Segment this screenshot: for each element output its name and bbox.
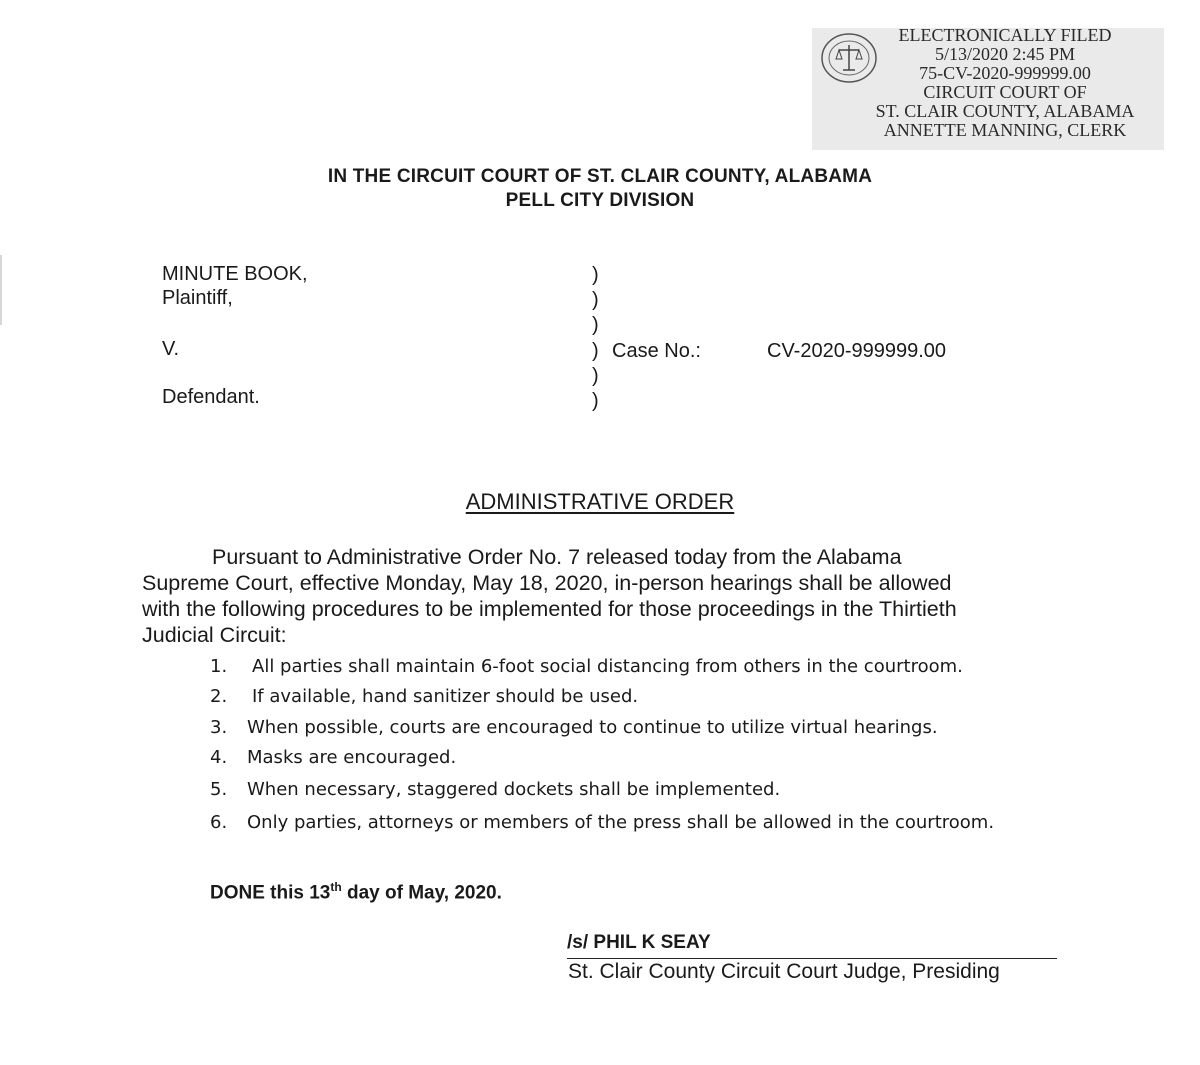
paragraph-line: Supreme Court, effective Monday, May 18, 2020, in-person hearings shall be allowed [142,571,952,595]
list-number: 5. [210,779,228,800]
list-text: When necessary, staggered dockets shall be implemented. [247,779,781,800]
caption-paren: ) [592,340,599,362]
stamp-line: ST. CLAIR COUNTY, ALABAMA [875,101,1135,121]
order-title [0,489,1200,515]
order-title-text: ADMINISTRATIVE ORDER [465,489,735,514]
scan-edge-mark [0,255,2,325]
defendant-label: Defendant. [162,386,260,408]
signature-title: St. Clair County Circuit Court Judge, Presiding [568,960,1000,983]
list-text: If available, hand sanitizer should be used. [252,686,639,707]
plaintiff-name: MINUTE BOOK, [162,263,308,285]
caption-paren: ) [592,264,599,286]
list-number: 4. [210,747,228,768]
stamp-line: 5/13/2020 2:45 PM [934,44,1076,64]
list-text: Masks are encouraged. [247,747,457,768]
versus-label: V. [162,338,180,360]
caption-paren: ) [592,390,599,412]
court-heading: IN THE CIRCUIT COURT OF ST. CLAIR COUNTY, ALABAMA [327,166,873,187]
done-prefix: DONE this 13 [210,882,331,904]
caption-paren: ) [592,314,599,336]
list-item [0,717,1200,743]
list-item [0,747,1200,773]
list-item [0,686,1200,712]
signature-name: /s/ PHIL K SEAY [567,932,711,953]
list-number: 6. [210,812,228,833]
list-item [0,812,1200,838]
done-line [210,880,502,904]
case-number-label: Case No.: [612,340,701,362]
stamp-line: CIRCUIT COURT OF [923,82,1087,102]
caption-paren: ) [592,365,599,387]
caption-paren: ) [592,289,599,311]
filing-stamp-text [860,26,1150,140]
list-text: All parties shall maintain 6-foot social distancing from others in the courtroom. [252,656,963,677]
stamp-line: ANNETTE MANNING, CLERK [883,120,1127,140]
signature-line [567,958,1057,959]
plaintiff-label: Plaintiff, [162,287,233,309]
stamp-line: 75-CV-2020-999999.00 [919,63,1091,83]
list-item [0,656,1200,682]
order-paragraph [142,544,1062,648]
division-heading: PELL CITY DIVISION [505,190,695,211]
list-text: Only parties, attorneys or members of the press shall be allowed in the courtroom. [247,812,995,833]
list-number: 3. [210,717,228,738]
paragraph-line: with the following procedures to be implemented for those proceedings in the Thirtieth [142,597,957,621]
list-item [0,779,1200,805]
done-rest: day of May, 2020. [341,882,502,904]
case-number-value: CV-2020-999999.00 [767,340,947,362]
paragraph-line: Judicial Circuit: [142,623,287,647]
stamp-line: ELECTRONICALLY FILED [898,25,1112,45]
list-number: 1. [210,656,228,677]
paragraph-line: Pursuant to Administrative Order No. 7 released today from the Alabama [212,545,902,569]
done-ordinal: th [330,880,342,894]
list-number: 2. [210,686,228,707]
list-text: When possible, courts are encouraged to continue to utilize virtual hearings. [247,717,938,738]
